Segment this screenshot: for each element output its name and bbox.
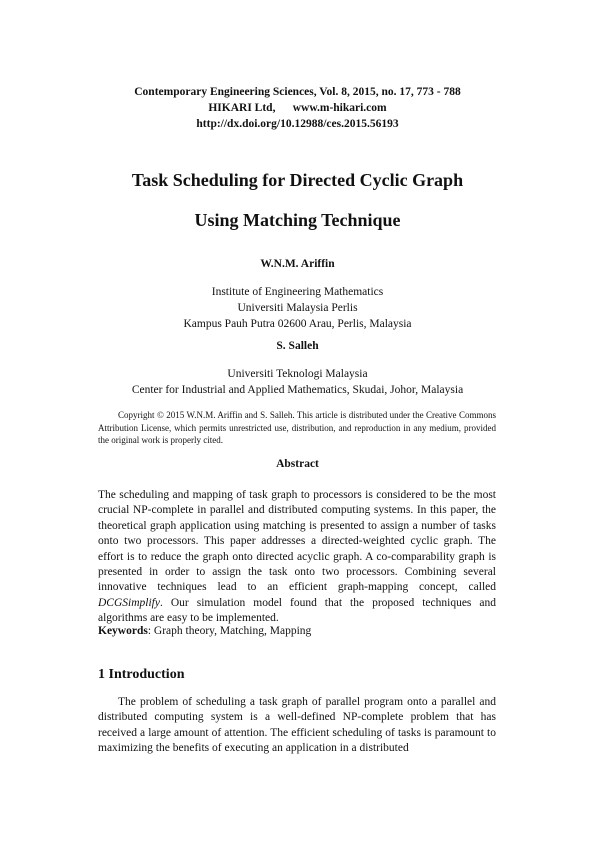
keywords-value: : Graph theory, Matching, Mapping <box>147 625 312 637</box>
author-name-2: S. Salleh <box>276 340 319 352</box>
introduction-paragraph: The problem of scheduling a task graph of parallel program onto a parallel and distributed computing system is a well-defined NP-complete problem that has received a large amount of attention. The efficient scheduling of tasks is paramount to maximizing the benefits of executing an application in a distributed <box>98 696 496 755</box>
paper-title-line-1: Task Scheduling for Directed Cyclic Graph <box>131 170 464 190</box>
journal-header <box>0 84 595 132</box>
paper-title-line-2: Using Matching Technique <box>194 210 401 230</box>
author-affiliation-2 <box>0 366 595 398</box>
journal-publisher: HIKARI Ltd, www.m-hikari.com <box>208 102 387 114</box>
section-heading: 1 Introduction <box>98 667 185 682</box>
abstract-method-name: DCGSimplify <box>98 596 160 609</box>
abstract-text: The scheduling and mapping of task graph to processors is considered to be the most crucial NP-complete in parallel and distributed computing systems. In this paper, the theoretical graph application using matching is presented to assign a number of tasks onto two processors. This paper addresses a directed-weighted cyclic graph. The effort is to reduce the graph onto directed acyclic graph. A co-comparability graph is presented in order to assign the task onto two processors. Combining several innovative techniques lead to an efficient graph-mapping concept, called <box>98 489 496 594</box>
author-name-1: W.N.M. Ariffin <box>260 258 335 270</box>
copyright-notice: Copyright © 2015 W.N.M. Ariffin and S. Salleh. This article is distributed under the Creative Commons Attribution License, which permits unrestricted use, distribution, and reproduction in any medium, provided the original work is properly cited. <box>98 410 496 445</box>
keywords <box>98 624 496 639</box>
author-affiliation-1 <box>0 284 595 332</box>
journal-citation: Contemporary Engineering Sciences, Vol. 8, 2015, no. 17, 773 - 788 <box>134 86 461 98</box>
affiliation-line: Institute of Engineering Mathematics <box>211 286 384 298</box>
abstract-heading: Abstract <box>276 458 319 470</box>
journal-doi: http://dx.doi.org/10.12988/ces.2015.56193 <box>196 118 399 130</box>
abstract-text-end: . Our simulation model found that the proposed techniques and algorithms are easy to be implemented. <box>98 596 496 625</box>
affiliation-line: Universiti Teknologi Malaysia <box>227 368 368 380</box>
affiliation-line: Kampus Pauh Putra 02600 Arau, Perlis, Malaysia <box>183 318 412 330</box>
affiliation-line: Universiti Malaysia Perlis <box>237 302 358 314</box>
keywords-label: Keywords <box>98 625 148 637</box>
affiliation-line: Center for Industrial and Applied Mathematics, Skudai, Johor, Malaysia <box>131 384 464 396</box>
abstract-body <box>98 488 496 627</box>
